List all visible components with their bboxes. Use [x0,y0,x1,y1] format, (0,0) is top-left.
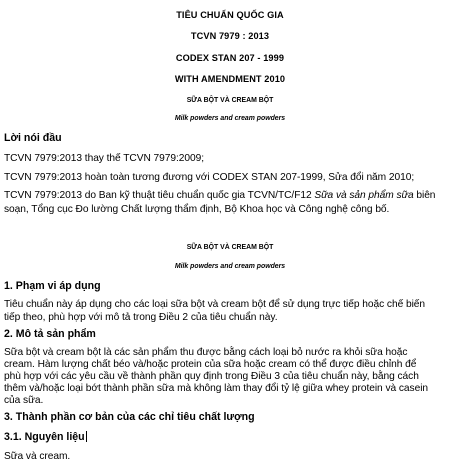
text-cursor [86,431,87,442]
standard-number: TCVN 7979 : 2013 [190,31,270,41]
section-1-line-1: Tiêu chuẩn này áp dụng cho các loại sữa bột và cream bột để sử dụng trực tiếp hoặc chế biến [4,299,426,310]
foreword-paragraph-2: TCVN 7979:2013 hoàn toàn tương đương với CODEX STAN 207-1999, Sửa đổi năm 2010; [4,172,415,183]
standard-title: TIÊU CHUẨN QUỐC GIA [176,10,284,20]
foreword-p3-committee: Sữa và sản phẩm sữa [314,190,414,201]
foreword-paragraph-3 [4,189,435,202]
section-3-1-line-1: Sữa và cream. [4,451,71,462]
document-subtitle: SỮA BỘT VÀ CREAM BỘT [186,97,274,104]
foreword-p3-end: biên [413,190,436,201]
section-2-line-3: phù hợp với các yêu cầu về thành phần quy định trong Điều 3 của tiêu chuẩn này, bằng cách [4,371,419,382]
section-1-heading: 1. Phạm vi áp dụng [4,280,101,292]
codex-number: CODEX STAN 207 - 1999 [175,53,285,63]
section-title: SỮA BỘT VÀ CREAM BỘT [186,244,274,251]
foreword-paragraph-1: TCVN 7979:2013 thay thế TCVN 7979:2009; [4,153,205,164]
section-2-line-5: của sữa. [4,395,44,406]
section-1-line-2: tiếp theo, phù hợp với mô tả trong Điều 2 của tiêu chuẩn này. [4,312,278,323]
section-3-1-heading-row[interactable] [4,431,87,444]
section-3-heading: 3. Thành phần cơ bản của các chỉ tiêu chất lượng [4,411,255,423]
section-2-heading: 2. Mô tả sản phẩm [4,328,96,340]
foreword-heading: Lời nói đầu [4,132,62,144]
section-title-english: Milk powders and cream powders [174,263,286,270]
section-3-1-heading: 3.1. Nguyên liệu [4,431,85,443]
amendment-line: WITH AMENDMENT 2010 [174,74,286,84]
section-2-line-1: Sữa bột và cream bột là các sản phẩm thu được bằng cách loại bỏ nước ra khỏi sữa hoặc [4,347,408,358]
foreword-p3-text: TCVN 7979:2013 do Ban kỹ thuật tiêu chuẩn quốc gia TCVN/TC/F12 [4,190,315,201]
foreword-paragraph-3-line-2: soạn, Tổng cục Đo lường Chất lượng thẩm định, Bộ Khoa học và Công nghệ công bố. [4,204,390,215]
section-2-line-2: cream. Hàm lượng chất béo và/hoặc protein của sữa hoặc cream có thể được điều chỉnh để [4,359,417,370]
section-2-line-4: thêm và/hoặc loại bớt thành phần sữa mà không làm thay đổi tỷ lệ giữa whey protein và casein [4,383,429,394]
document-subtitle-english: Milk powders and cream powders [174,115,286,122]
